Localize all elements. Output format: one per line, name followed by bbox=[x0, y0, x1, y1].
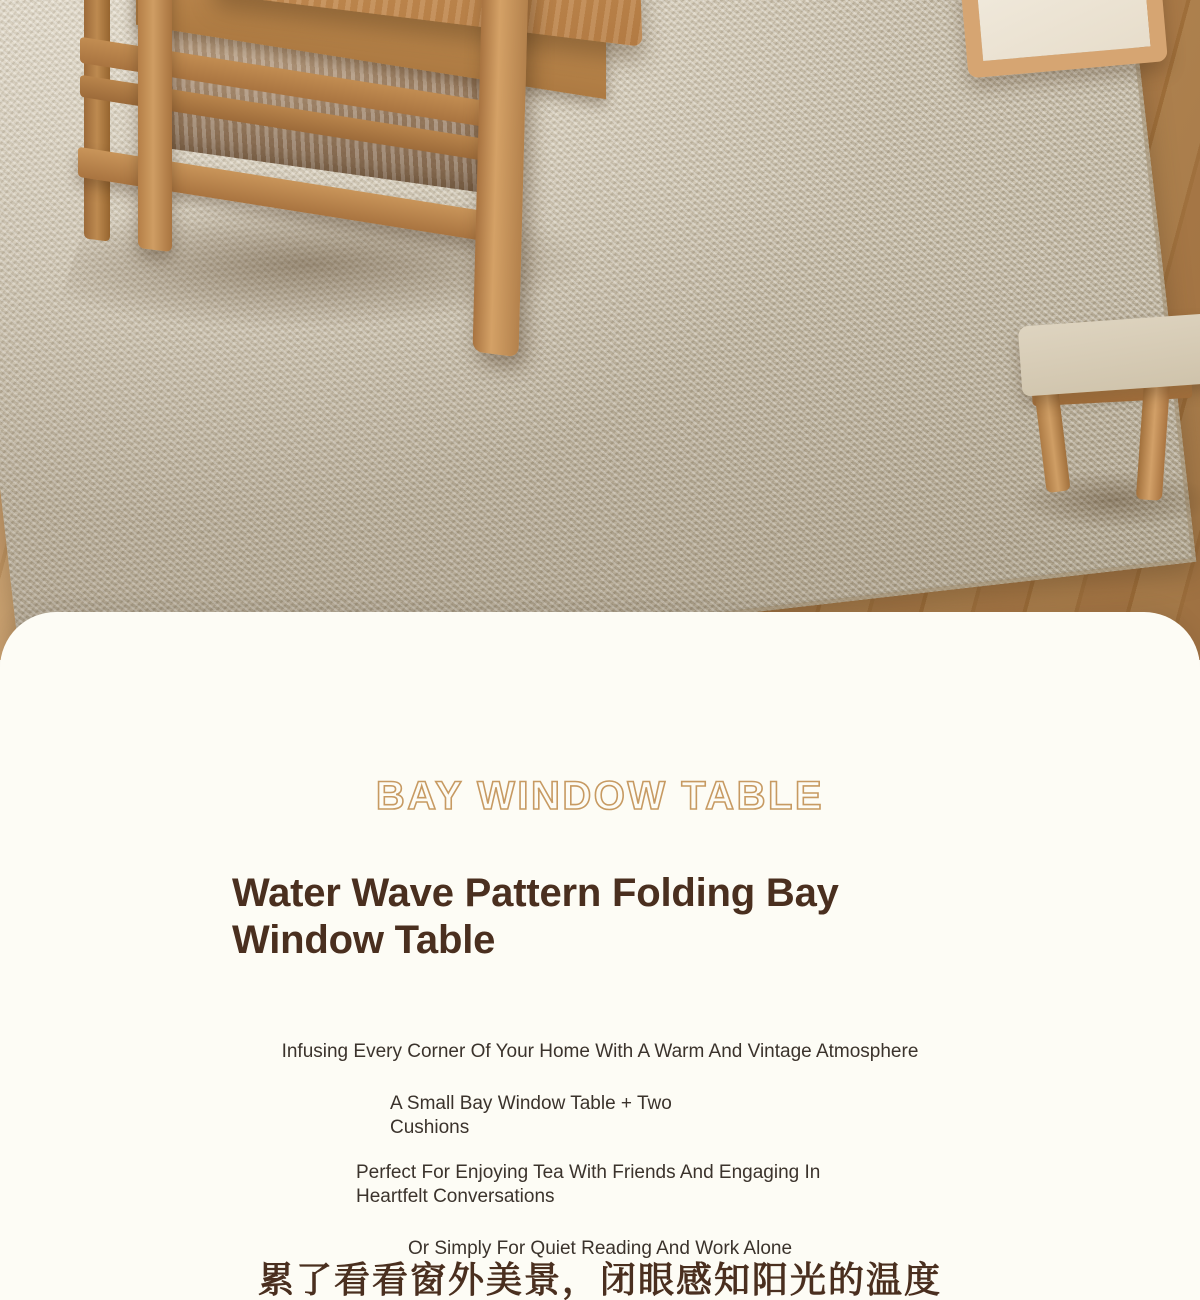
stool-seat bbox=[1018, 313, 1200, 396]
page-title: Water Wave Pattern Folding Bay Window Table bbox=[232, 871, 839, 963]
list-item: Infusing Every Corner Of Your Home With A Warm And Vintage Atmosphere bbox=[281, 1041, 919, 1062]
table-leg-left bbox=[138, 0, 172, 252]
list-item: Or Simply For Quiet Reading And Work Alone bbox=[407, 1237, 793, 1259]
table-leg-far bbox=[84, 0, 110, 242]
wooden-bay-window-table bbox=[60, 0, 720, 440]
stool-shadow bbox=[1014, 470, 1200, 530]
table-shadow bbox=[51, 210, 610, 330]
eyebrow-title: BAY WINDOW TABLE bbox=[375, 774, 825, 818]
wooden-stool bbox=[1020, 320, 1200, 520]
feature-list bbox=[0, 1040, 1200, 1261]
list-item: A Small Bay Window Table + Two Cushions bbox=[390, 1092, 672, 1138]
description-card bbox=[0, 612, 1200, 1300]
list-item: Perfect For Enjoying Tea With Friends And Engaging In Heartfelt Conversations bbox=[356, 1162, 821, 1207]
chinese-tagline: 累了看看窗外美景，闭眼感知阳光的温度 bbox=[257, 1259, 942, 1300]
